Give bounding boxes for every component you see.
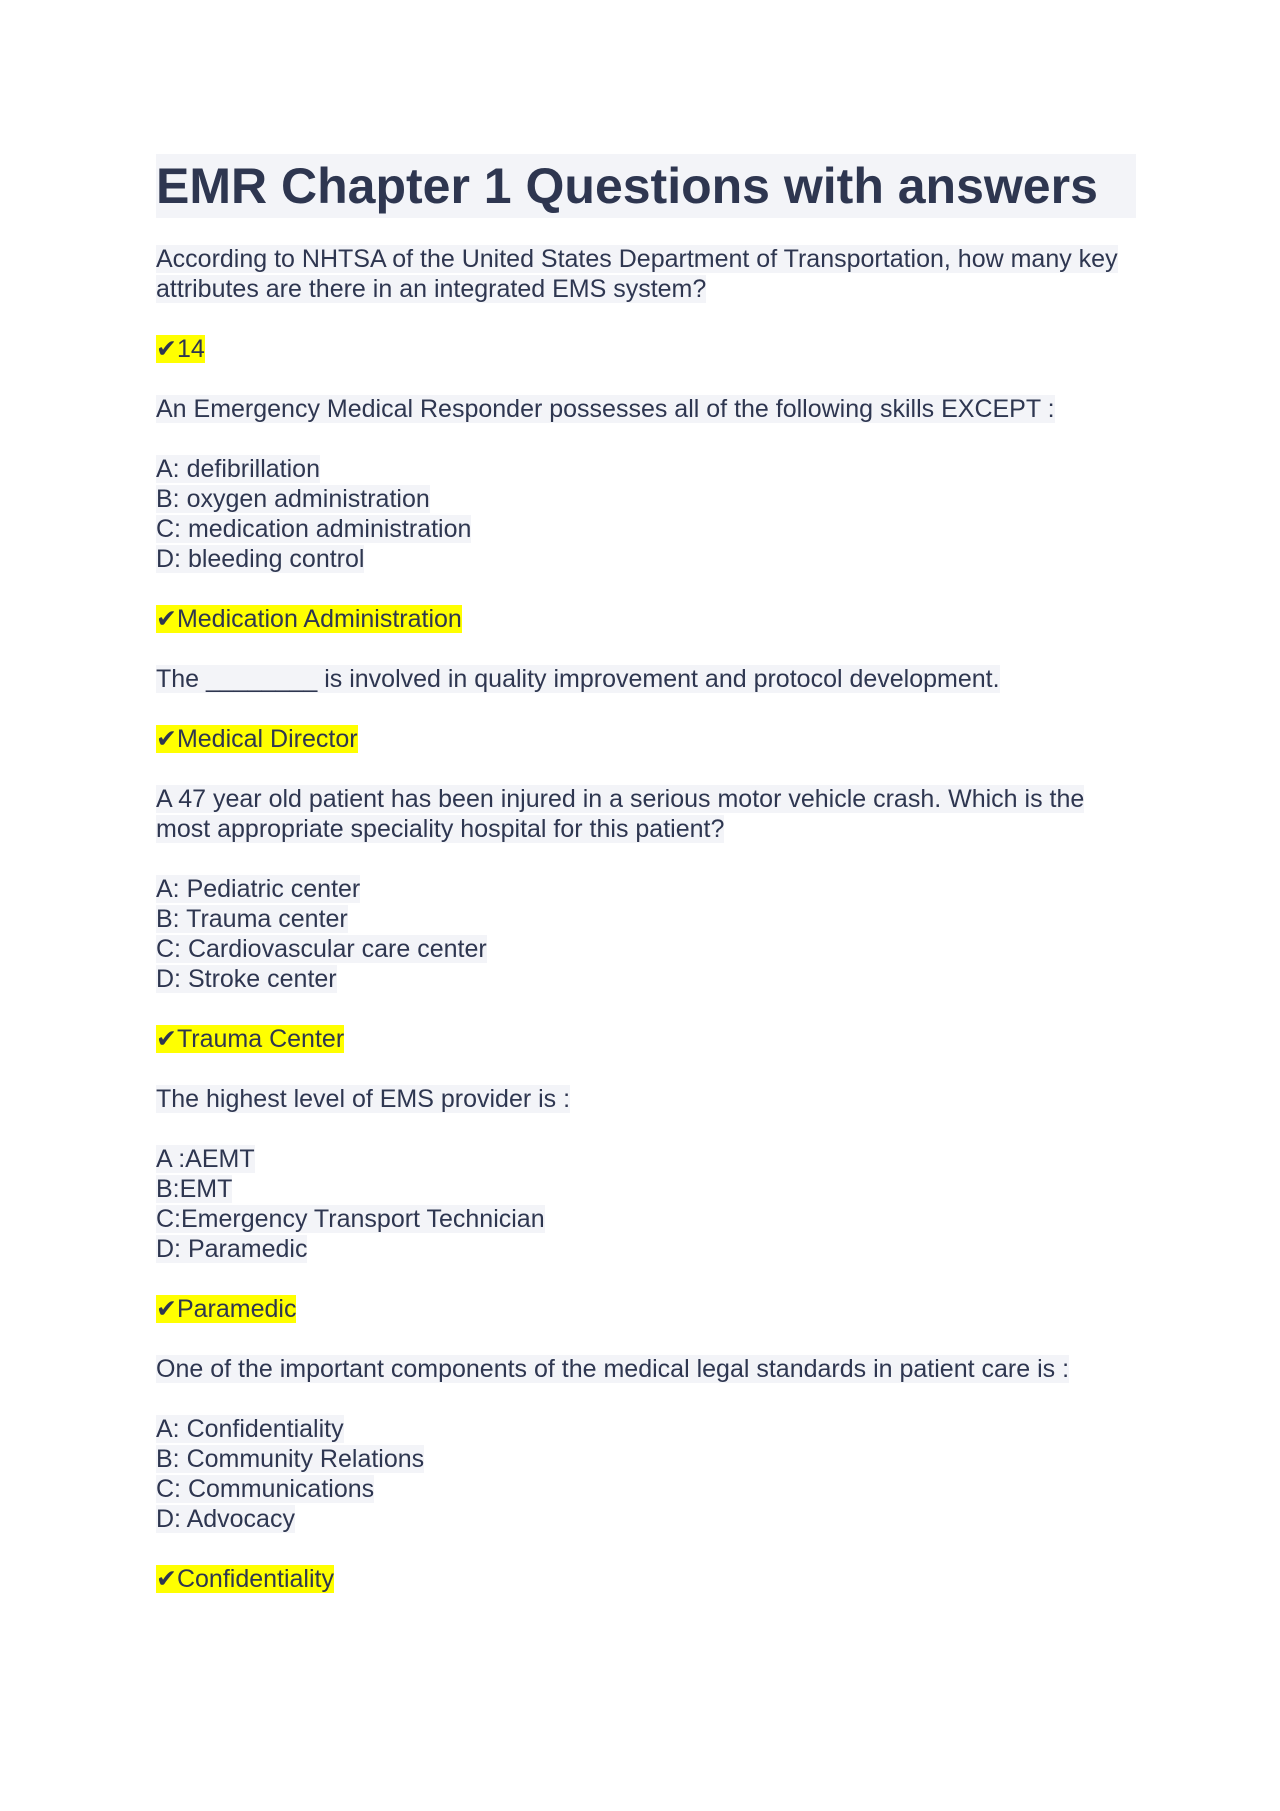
option-list: [156, 454, 1136, 574]
question-text: The ________ is involved in quality improvement and protocol development.: [156, 665, 1000, 693]
option-item: C: Communications: [156, 1475, 375, 1503]
option-list: [156, 1414, 1136, 1534]
option-item: A :AEMT: [156, 1145, 255, 1173]
question-text: An Emergency Medical Responder possesses all of the following skills EXCEPT :: [156, 395, 1055, 423]
option-item: B:EMT: [156, 1175, 233, 1203]
option-item: A: Confidentiality: [156, 1415, 344, 1443]
option-list: [156, 1144, 1136, 1264]
question-text: The highest level of EMS provider is :: [156, 1085, 571, 1113]
option-item: D: bleeding control: [156, 545, 365, 573]
check-icon: ✔: [156, 335, 177, 363]
answer-line: ✔Medication Administration: [156, 605, 462, 633]
option-item: C:Emergency Transport Technician: [156, 1205, 545, 1233]
question-text: One of the important components of the medical legal standards in patient care is :: [156, 1355, 1070, 1383]
option-item: C: medication administration: [156, 515, 472, 543]
question-text: According to NHTSA of the United States Department of Transportation, how many key attributes are there in an integrated EMS system?: [156, 245, 1118, 303]
option-item: D: Advocacy: [156, 1505, 295, 1533]
option-item: C: Cardiovascular care center: [156, 935, 487, 963]
option-item: D: Paramedic: [156, 1235, 308, 1263]
check-icon: ✔: [156, 605, 177, 633]
option-item: A: defibrillation: [156, 455, 320, 483]
option-item: B: oxygen administration: [156, 485, 430, 513]
title-block: [156, 154, 1136, 218]
check-icon: ✔: [156, 1295, 177, 1323]
answer-line: ✔Medical Director: [156, 725, 358, 753]
answer-line: ✔14: [156, 335, 205, 363]
check-icon: ✔: [156, 725, 177, 753]
check-icon: ✔: [156, 1025, 177, 1053]
option-list: [156, 874, 1136, 994]
option-item: B: Community Relations: [156, 1445, 425, 1473]
answer-line: ✔Paramedic: [156, 1295, 297, 1323]
option-item: D: Stroke center: [156, 965, 337, 993]
check-icon: ✔: [156, 1565, 177, 1593]
document-page: [156, 154, 1136, 1594]
answer-line: ✔Confidentiality: [156, 1565, 334, 1593]
option-item: A: Pediatric center: [156, 875, 361, 903]
answer-line: ✔Trauma Center: [156, 1025, 345, 1053]
option-item: B: Trauma center: [156, 905, 348, 933]
document-title: EMR Chapter 1 Questions with answers: [156, 158, 1098, 214]
question-text: A 47 year old patient has been injured in a serious motor vehicle crash. Which is the most appropriate speciality hospital for this patient?: [156, 785, 1085, 843]
